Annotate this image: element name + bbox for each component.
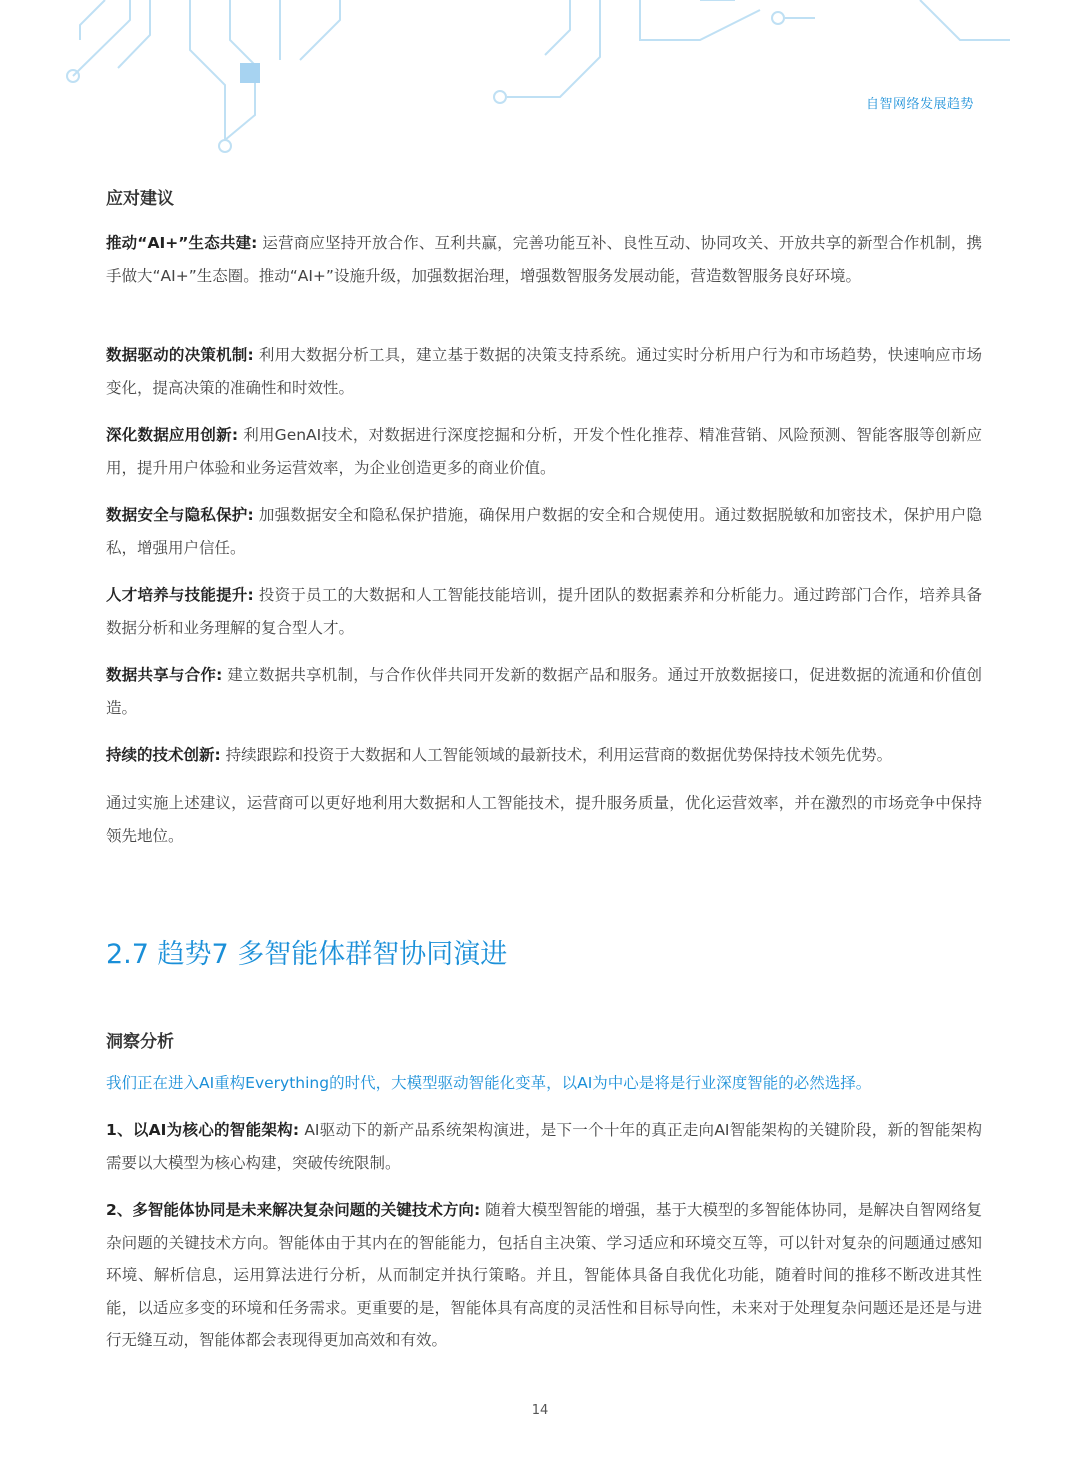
paragraph-text: 建立数据共享机制，与合作伙伴共同开发新的数据产品和服务。通过开放数据接口，促进数据的流通和价值创造。	[106, 666, 982, 717]
paragraph	[106, 227, 982, 292]
paragraph-term: 2、多智能体协同是未来解决复杂问题的关键技术方向:	[106, 1201, 481, 1219]
trend-title: 2.7 趋势7 多智能体群智协同演进	[106, 939, 508, 970]
paragraph-text: AI驱动下的新产品系统架构演进，是下一个十年的真正走向AI智能架构的关键阶段，新的智能架构需要以大模型为核心构建，突破传统限制。	[106, 1121, 982, 1172]
paragraph-term: 人才培养与技能提升:	[106, 586, 254, 604]
paragraph-text: 投资于员工的大数据和人工智能技能培训，提升团队的数据素养和分析能力。通过跨部门合作，培养具备数据分析和业务理解的复合型人才。	[106, 586, 983, 637]
circuit-decoration	[0, 0, 1080, 170]
paragraph-text: 随着大模型智能的增强，基于大模型的多智能体协同，是解决自智网络复杂问题的关键技术方向。智能体由于其内在的智能能力，包括自主决策、学习适应和环境交互等，可以针对复杂的问题通过感知环境、解析信息，运用算法进行分析，从而制定并执行策略。并且，智能体具备自我优化功能，随着时间的推移不断改进其性能，以适应多变的环境和任务需求。更重要的是，智能体具有高度的灵活性和目标导向性，未来对于处理复杂问题还是还是与进行无缝互动，智能体都会表现得更加高效和有效。	[106, 1201, 982, 1349]
paragraph-term: 数据驱动的决策机制:	[106, 346, 254, 364]
header-title: 自智网络发展趋势	[865, 97, 974, 112]
paragraph-text: 运营商应坚持开放合作、互利共赢，完善功能互补、良性互动、协同攻关、开放共享的新型合作机制，携手做大“AI+”生态圈。推动“AI+”设施升级，加强数据治理，增强数智服务发展动能，营造数智服务良好环境。	[106, 234, 983, 285]
paragraph	[106, 419, 982, 484]
paragraph-term: 数据共享与合作:	[106, 666, 223, 684]
paragraph	[106, 739, 982, 772]
paragraph-text: 加强数据安全和隐私保护措施，确保用户数据的安全和合规使用。通过数据脱敏和加密技术，保护用户隐私，增强用户信任。	[106, 506, 983, 557]
paragraph-term: 持续的技术创新:	[106, 746, 221, 764]
paragraph	[106, 579, 982, 644]
paragraph-text: 利用GenAI技术，对数据进行深度挖掘和分析，开发个性化推荐、精准营销、风险预测、智能客服等创新应用，提升用户体验和业务运营效率，为企业创造更多的商业价值。	[106, 426, 982, 477]
paragraph-text: 利用大数据分析工具，建立基于数据的决策支持系统。通过实时分析用户行为和市场趋势，快速响应市场变化，提高决策的准确性和时效性。	[106, 346, 983, 397]
paragraph	[106, 339, 982, 404]
paragraph	[106, 499, 982, 564]
paragraph-term: 1、以AI为核心的智能架构:	[106, 1121, 300, 1139]
paragraph	[106, 659, 982, 724]
paragraph	[106, 1194, 982, 1357]
section-heading: 洞察分析	[106, 1032, 174, 1052]
paragraph-term: 数据安全与隐私保护:	[106, 506, 254, 524]
section-heading: 应对建议	[106, 189, 174, 209]
paragraph	[106, 1114, 982, 1179]
paragraph-text: 持续跟踪和投资于大数据和人工智能领域的最新技术，利用运营商的数据优势保持技术领先优势。	[220, 746, 893, 764]
conclusion-paragraph: 通过实施上述建议，运营商可以更好地利用大数据和人工智能技术，提升服务质量，优化运营效率，并在激烈的市场竞争中保持领先地位。	[106, 794, 982, 845]
highlight-paragraph: 我们正在进入AI重构Everything的时代，大模型驱动智能化变革，以AI为中心是将是行业深度智能的必然选择。	[106, 1074, 872, 1092]
paragraph-term: 推动“AI+”生态共建:	[106, 234, 258, 252]
page-number: 14	[531, 1403, 549, 1418]
paragraph-term: 深化数据应用创新:	[106, 426, 239, 444]
